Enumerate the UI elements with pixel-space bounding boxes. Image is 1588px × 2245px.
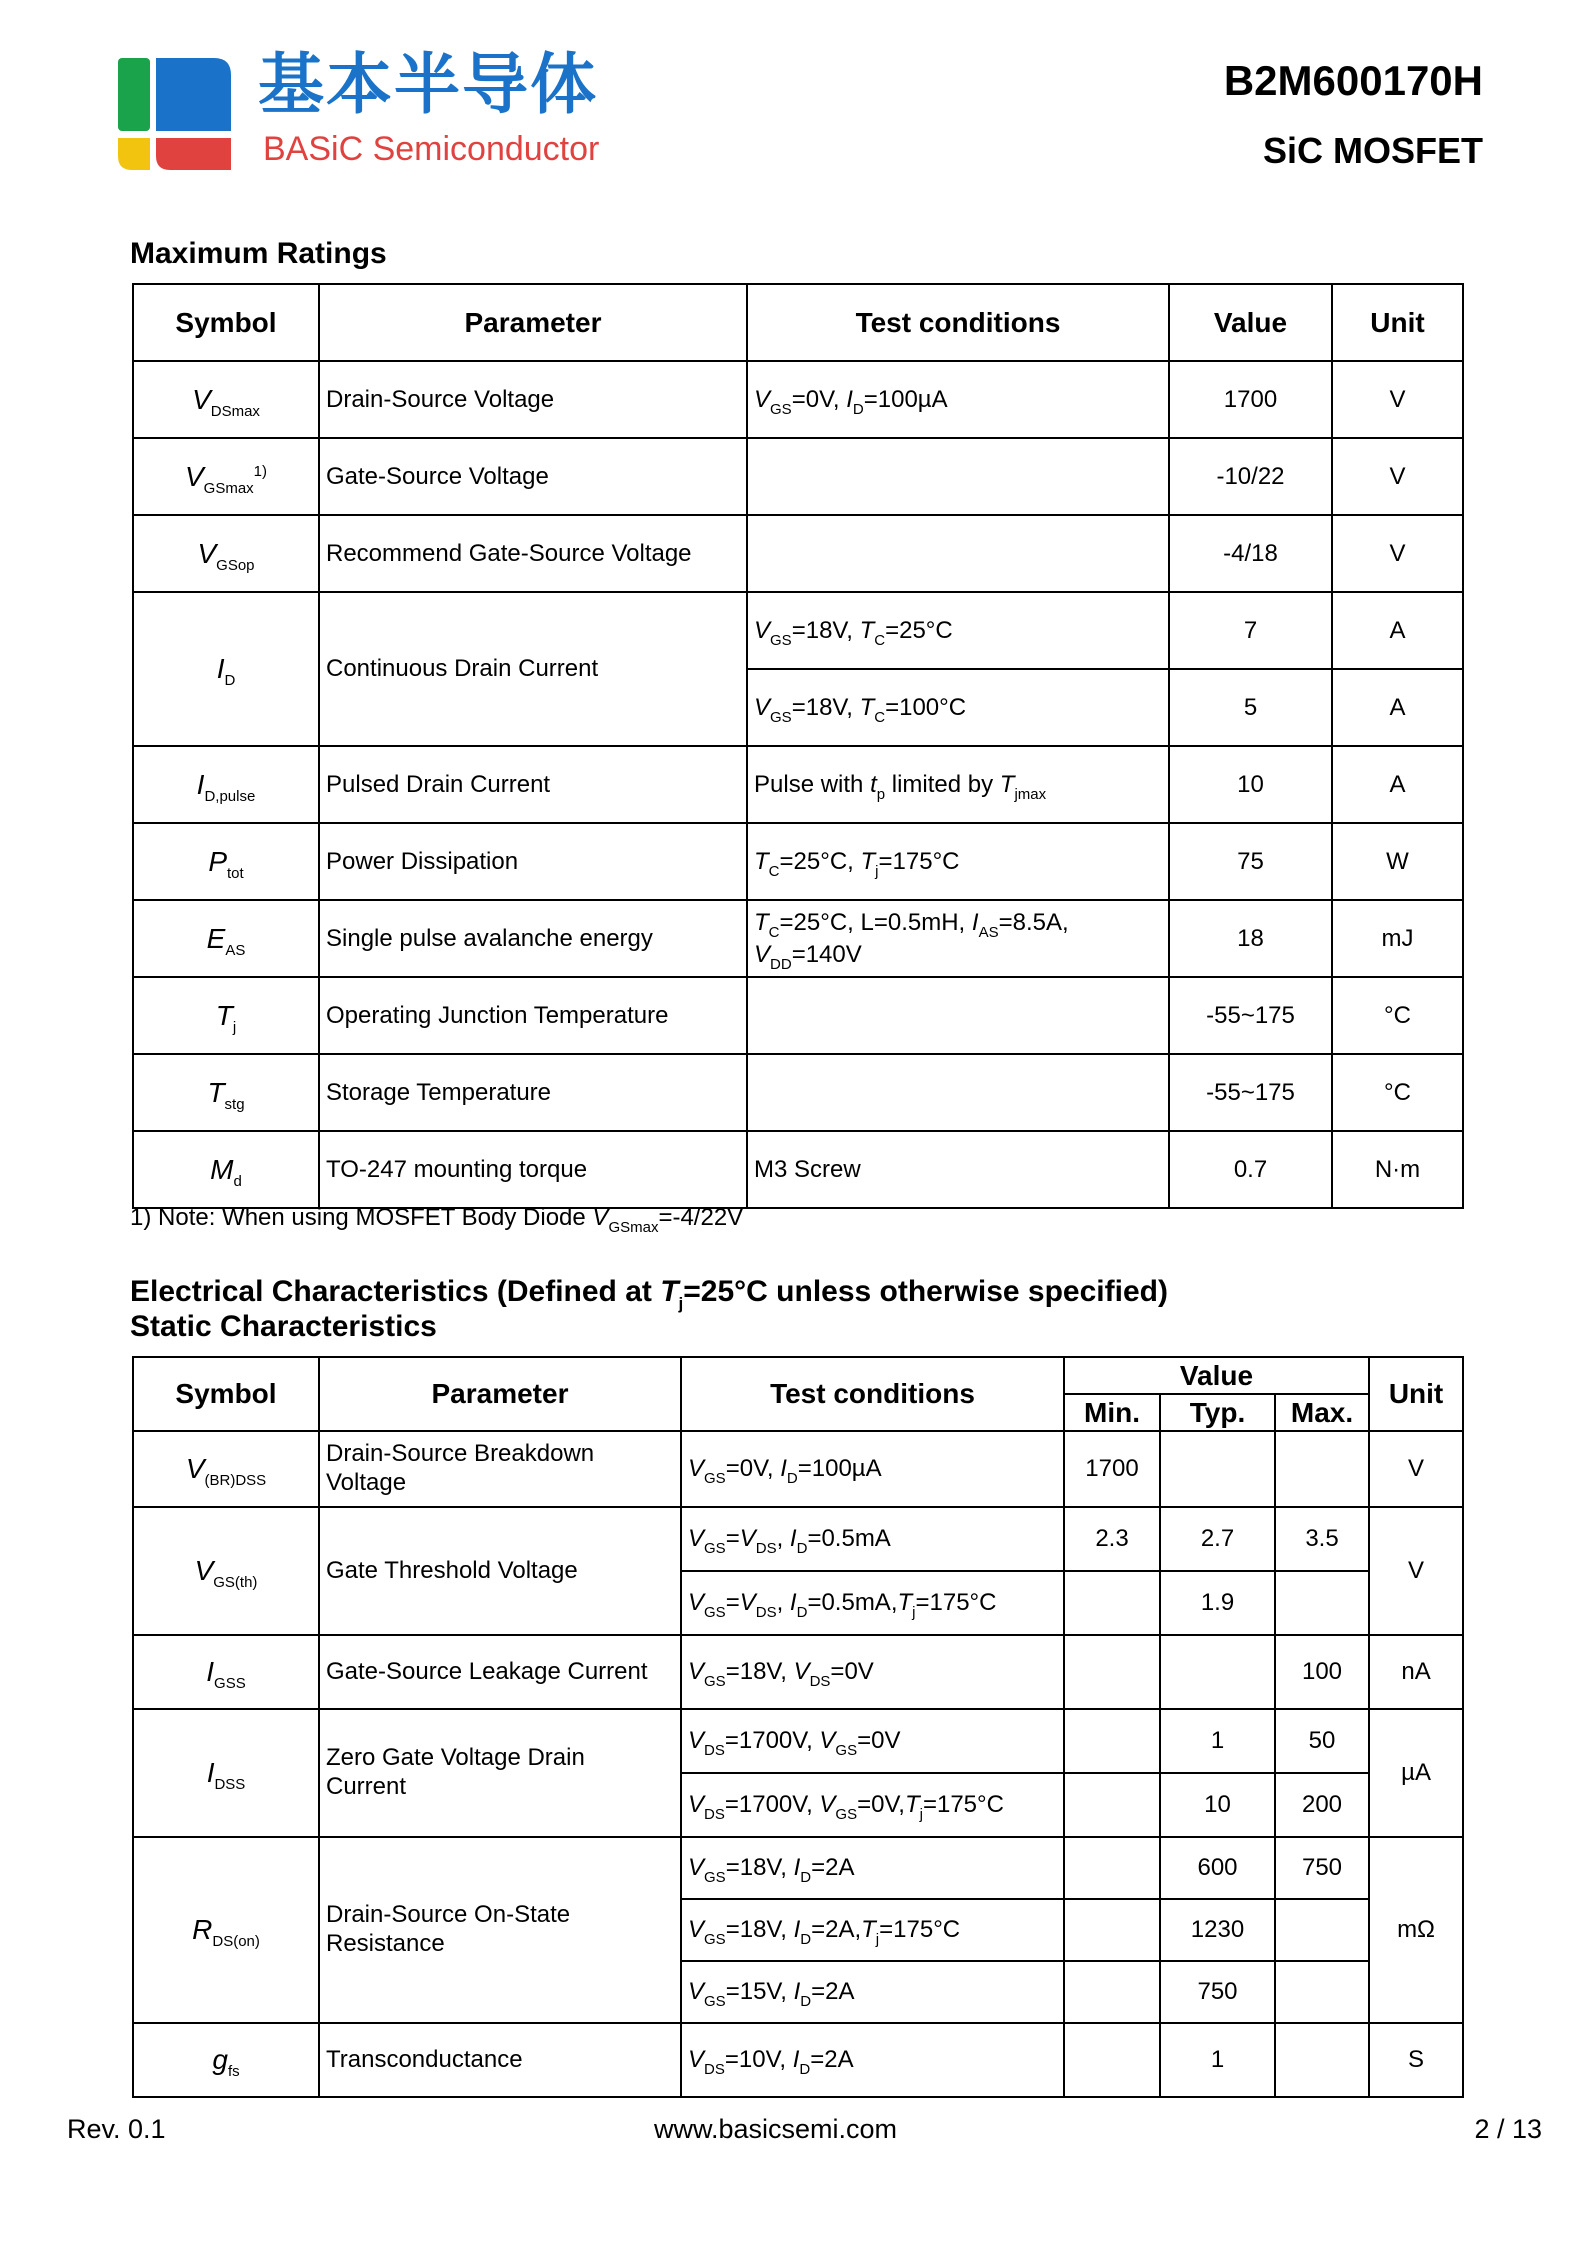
table-row <box>133 900 1463 977</box>
symbol-cell: $P_{tot}$ <box>133 823 319 900</box>
header-cell: Test conditions <box>747 284 1169 361</box>
min-cell: 2.3 <box>1064 1507 1160 1571</box>
table-row <box>133 2023 1463 2097</box>
symbol-cell: $I_{DSS}$ <box>133 1709 319 1837</box>
typ-cell: 1230 <box>1160 1899 1275 1961</box>
table-row <box>133 977 1463 1054</box>
symbol-cell: $V_{DSmax}$ <box>133 361 319 438</box>
symbol-cell: $V_{GSop}$ <box>133 515 319 592</box>
table-row <box>133 1709 1463 1773</box>
unit-cell: mJ <box>1332 900 1463 977</box>
unit-cell: nA <box>1369 1635 1463 1709</box>
min-cell <box>1064 1709 1160 1773</box>
condition-cell: $V_{GS}=V_{DS}$, $I_D=0.5mA,T_j=175^\circ C$ <box>681 1571 1064 1635</box>
symbol-cell: $I_{GSS}$ <box>133 1635 319 1709</box>
symbol-cell: $V_{(BR)DSS}$ <box>133 1431 319 1507</box>
unit-cell: V <box>1332 361 1463 438</box>
electrical-table <box>132 1356 1464 2098</box>
table-row <box>133 1837 1463 1899</box>
parameter-cell: Single pulse avalanche energy <box>319 900 747 977</box>
max-cell: 750 <box>1275 1837 1369 1899</box>
unit-cell: µA <box>1369 1709 1463 1837</box>
header-cell: Parameter <box>319 284 747 361</box>
static-characteristics-title: Static Characteristics <box>130 1310 437 1343</box>
symbol-cell: $T_{stg}$ <box>133 1054 319 1131</box>
typ-cell: 1.9 <box>1160 1571 1275 1635</box>
typ-cell: 10 <box>1160 1773 1275 1837</box>
condition-cell <box>747 1054 1169 1131</box>
typ-cell: 1 <box>1160 2023 1275 2097</box>
page-number: 2 / 13 <box>1474 2114 1542 2144</box>
typ-cell: 2.7 <box>1160 1507 1275 1571</box>
parameter-cell: Gate-Source Leakage Current <box>319 1635 681 1709</box>
table-header-row <box>133 1357 1463 1394</box>
basic-logo-icon <box>118 58 231 170</box>
value-cell: 18 <box>1169 900 1332 977</box>
header-cell: Min. <box>1064 1394 1160 1431</box>
typ-cell: 600 <box>1160 1837 1275 1899</box>
symbol-cell: $M_d$ <box>133 1131 319 1208</box>
parameter-cell: Power Dissipation <box>319 823 747 900</box>
symbol-cell: $I_D$ <box>133 592 319 746</box>
unit-cell: A <box>1332 746 1463 823</box>
website-link[interactable]: www.basicsemi.com <box>654 2114 898 2144</box>
table-row <box>133 1431 1463 1507</box>
parameter-cell: Storage Temperature <box>319 1054 747 1131</box>
value-cell: 0.7 <box>1169 1131 1332 1208</box>
header-cell: Test conditions <box>681 1357 1064 1431</box>
condition-cell: Pulse with $t_p$ limited by $T_{jmax}$ <box>747 746 1169 823</box>
unit-cell: S <box>1369 2023 1463 2097</box>
table-row <box>133 1635 1463 1709</box>
symbol-cell: $R_{DS(on)}$ <box>133 1837 319 2023</box>
parameter-cell: Gate-Source Voltage <box>319 438 747 515</box>
unit-cell: V <box>1369 1507 1463 1635</box>
electrical-title: Electrical Characteristics (Defined at $T_j=25^\circ C$ unless otherwise specified) <box>130 1275 1168 1313</box>
value-cell: 7 <box>1169 592 1332 669</box>
symbol-cell: $g_{fs}$ <box>133 2023 319 2097</box>
value-cell: -55~175 <box>1169 977 1332 1054</box>
typ-cell: 1 <box>1160 1709 1275 1773</box>
condition-cell: $V_{GS}=V_{DS}$, $I_D=0.5mA$ <box>681 1507 1064 1571</box>
header-cell: Unit <box>1369 1357 1463 1431</box>
condition-cell <box>747 977 1169 1054</box>
min-cell <box>1064 1961 1160 2023</box>
table-row <box>133 1054 1463 1131</box>
min-cell: 1700 <box>1064 1431 1160 1507</box>
footnote: 1) Note: When using MOSFET Body Diode $V_{GSmax}=-4/22V$ <box>130 1204 744 1236</box>
table-row <box>133 515 1463 592</box>
parameter-cell: Zero Gate Voltage Drain Current <box>319 1709 681 1837</box>
max-cell <box>1275 2023 1369 2097</box>
min-cell <box>1064 1837 1160 1899</box>
condition-cell: $V_{GS}=0V$, $I_D=100\mu A$ <box>747 361 1169 438</box>
company-name-en: BASiC Semiconductor <box>263 130 600 168</box>
condition-cell: $V_{DS}=10V$, $I_D=2A$ <box>681 2023 1064 2097</box>
header-cell: Unit <box>1332 284 1463 361</box>
max-ratings-title: Maximum Ratings <box>130 237 387 270</box>
header-cell: Max. <box>1275 1394 1369 1431</box>
max-cell <box>1275 1571 1369 1635</box>
condition-cell: $V_{GS}=18V$, $I_D=2A,T_j=175^\circ C$ <box>681 1899 1064 1961</box>
condition-cell: $V_{DS}=1700V$, $V_{GS}=0V$ <box>681 1709 1064 1773</box>
header-cell: Value <box>1169 284 1332 361</box>
max-cell: 3.5 <box>1275 1507 1369 1571</box>
condition-cell: $V_{DS}=1700V$, $V_{GS}=0V,T_j=175^\circ C$ <box>681 1773 1064 1837</box>
symbol-cell: $E_{AS}$ <box>133 900 319 977</box>
condition-cell: $V_{GS}=18V$, $V_{DS}=0V$ <box>681 1635 1064 1709</box>
typ-cell: 750 <box>1160 1961 1275 2023</box>
device-type: SiC MOSFET <box>1262 130 1483 171</box>
parameter-cell: Recommend Gate-Source Voltage <box>319 515 747 592</box>
unit-cell: mΩ <box>1369 1837 1463 2023</box>
unit-cell: °C <box>1332 977 1463 1054</box>
table-row <box>133 1131 1463 1208</box>
max-cell: 200 <box>1275 1773 1369 1837</box>
value-cell: -55~175 <box>1169 1054 1332 1131</box>
condition-cell: $V_{GS}=0V$, $I_D=100\mu A$ <box>681 1431 1064 1507</box>
condition-cell: $T_C=25^\circ C$, L=0.5mH, $I_{AS}=8.5A$, $V_{DD}=140V$ <box>747 900 1169 977</box>
table-row <box>133 1507 1463 1571</box>
symbol-cell: $V_{GS(th)}$ <box>133 1507 319 1635</box>
table-row <box>133 823 1463 900</box>
condition-cell <box>747 438 1169 515</box>
min-cell <box>1064 1571 1160 1635</box>
unit-cell: N·m <box>1332 1131 1463 1208</box>
condition-cell: $V_{GS}=18V$, $T_C=25^\circ C$ <box>747 592 1169 669</box>
condition-cell <box>747 515 1169 592</box>
parameter-cell: TO-247 mounting torque <box>319 1131 747 1208</box>
condition-cell: $T_C=25^\circ C$, $T_j=175^\circ C$ <box>747 823 1169 900</box>
header-cell: Symbol <box>133 284 319 361</box>
unit-cell: W <box>1332 823 1463 900</box>
condition-cell: M3 Screw <box>747 1131 1169 1208</box>
unit-cell: V <box>1332 515 1463 592</box>
part-number: B2M600170H <box>1223 57 1483 104</box>
parameter-cell: Continuous Drain Current <box>319 592 747 746</box>
condition-cell: $V_{GS}=18V$, $I_D=2A$ <box>681 1837 1064 1899</box>
parameter-cell: Gate Threshold Voltage <box>319 1507 681 1635</box>
parameter-cell: Transconductance <box>319 2023 681 2097</box>
max-cell <box>1275 1961 1369 2023</box>
symbol-cell: $I_{D,pulse}$ <box>133 746 319 823</box>
header-cell: Symbol <box>133 1357 319 1431</box>
typ-cell <box>1160 1431 1275 1507</box>
unit-cell: °C <box>1332 1054 1463 1131</box>
min-cell <box>1064 1773 1160 1837</box>
condition-cell: $V_{GS}=15V$, $I_D=2A$ <box>681 1961 1064 2023</box>
unit-cell: A <box>1332 669 1463 746</box>
table-row <box>133 746 1463 823</box>
header-cell: Parameter <box>319 1357 681 1431</box>
value-cell: -10/22 <box>1169 438 1332 515</box>
parameter-cell: Operating Junction Temperature <box>319 977 747 1054</box>
max-cell <box>1275 1899 1369 1961</box>
value-cell: -4/18 <box>1169 515 1332 592</box>
symbol-cell: $V_{GSmax}^{1)}$ <box>133 438 319 515</box>
max-ratings-table <box>132 283 1464 1209</box>
parameter-cell: Drain-Source Breakdown Voltage <box>319 1431 681 1507</box>
unit-cell: A <box>1332 592 1463 669</box>
header-cell: Typ. <box>1160 1394 1275 1431</box>
table-header-row <box>133 284 1463 361</box>
company-name-cn: 基本半导体 <box>258 46 598 123</box>
max-cell <box>1275 1431 1369 1507</box>
value-cell: 5 <box>1169 669 1332 746</box>
max-cell: 100 <box>1275 1635 1369 1709</box>
condition-cell: $V_{GS}=18V$, $T_C=100^\circ C$ <box>747 669 1169 746</box>
table-row <box>133 438 1463 515</box>
table-row <box>133 592 1463 669</box>
typ-cell <box>1160 1635 1275 1709</box>
table-row <box>133 361 1463 438</box>
min-cell <box>1064 1899 1160 1961</box>
unit-cell: V <box>1332 438 1463 515</box>
symbol-cell: $T_j$ <box>133 977 319 1054</box>
parameter-cell: Drain-Source Voltage <box>319 361 747 438</box>
value-cell: 10 <box>1169 746 1332 823</box>
revision-label: Rev. 0.1 <box>67 2114 166 2144</box>
value-cell: 1700 <box>1169 361 1332 438</box>
header-cell: Value <box>1064 1357 1369 1394</box>
max-cell: 50 <box>1275 1709 1369 1773</box>
parameter-cell: Drain-Source On-State Resistance <box>319 1837 681 2023</box>
min-cell <box>1064 1635 1160 1709</box>
value-cell: 75 <box>1169 823 1332 900</box>
parameter-cell: Pulsed Drain Current <box>319 746 747 823</box>
min-cell <box>1064 2023 1160 2097</box>
unit-cell: V <box>1369 1431 1463 1507</box>
